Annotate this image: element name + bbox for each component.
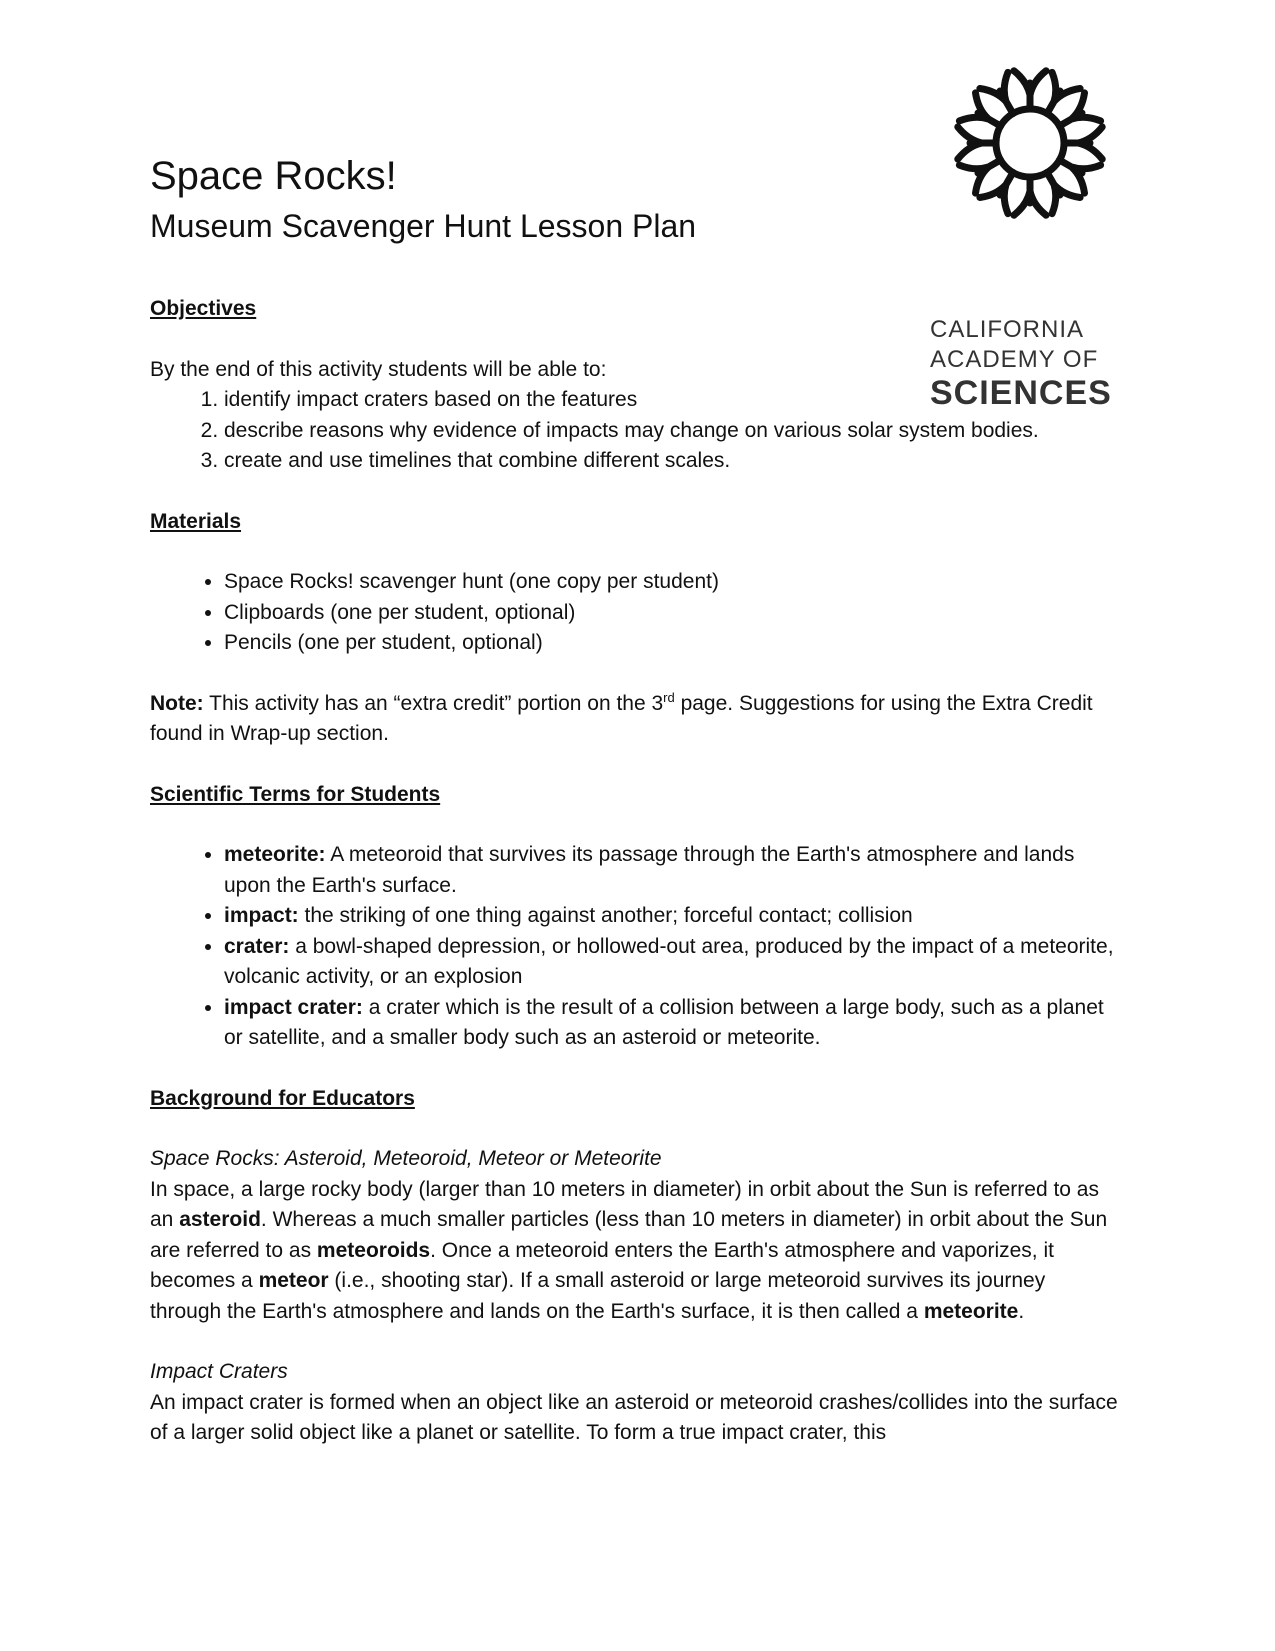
list-item: 3. create and use timelines that combine different scales. — [224, 446, 1120, 477]
document-body — [150, 294, 1120, 1449]
logo-text-line2: ACADEMY OF — [930, 346, 1099, 373]
logo-text-line1: CALIFORNIA — [930, 316, 1085, 343]
list-item: • impact: the striking of one thing against another; forceful contact; collision — [224, 901, 1120, 932]
impact-craters-subheading: Impact Craters — [150, 1360, 288, 1383]
list-item: 1. identify impact craters based on the features — [224, 385, 1120, 416]
note-paragraph: Note: This activity has an “extra credit” portion on the 3rd page. Suggestions for using the Extra Credit found in Wrap-up section. — [150, 689, 1093, 745]
logo-text-line3: SCIENCES — [930, 374, 1112, 412]
term-label: impact: — [224, 904, 299, 927]
terms-list — [150, 840, 1120, 1054]
list-item: • Clipboards (one per student, optional) — [224, 598, 1120, 629]
term-label: impact crater: — [224, 995, 363, 1019]
space-rocks-paragraph: In space, a large rocky body (larger than 10 meters in diameter) in orbit about the Sun is referred to as an asteroid. Whereas a much smaller particles (less than 10 meters in diameter) in orbit about the Sun are referred to as meteoroids. Once a meteoroid enters the Earth's atmosphere and vaporizes, it becomes a meteor (i.e., shooting star). If a small asteroid or large meteoroid survives its journey through the Earth's atmosphere and lands on the Earth's surface, it is then called a meteorite. — [150, 1177, 1108, 1323]
term-label: meteorite: — [224, 843, 326, 866]
list-item: • impact crater: a crater which is the result of a collision between a large body, such as a planet or satellite, and a smaller body such as an asteroid or meteorite. — [224, 993, 1120, 1054]
objectives-intro: By the end of this activity students will be able to: — [150, 357, 607, 381]
list-item: • crater: a bowl-shaped depression, or hollowed-out area, produced by the impact of a meteorite, volcanic activity, or an explosion — [224, 932, 1120, 993]
page-subtitle: Museum Scavenger Hunt Lesson Plan — [150, 208, 697, 244]
sunburst-logo-icon — [945, 58, 1115, 228]
space-rocks-subheading: Space Rocks: Asteroid, Meteoroid, Meteor or Meteorite — [150, 1147, 662, 1170]
list-item: • Pencils (one per student, optional) — [224, 628, 1120, 659]
background-heading: Background for Educators — [150, 1086, 415, 1110]
impact-craters-paragraph: An impact crater is formed when an object like an asteroid or meteoroid crashes/collides into the surface of a larger solid object like a planet or satellite. To form a true impact crater, this — [150, 1390, 1118, 1444]
list-item: • meteorite: A meteoroid that survives its passage through the Earth's atmosphere and lands upon the Earth's surface. — [224, 840, 1120, 901]
list-item: • Space Rocks! scavenger hunt (one copy per student) — [224, 567, 1120, 598]
terms-heading: Scientific Terms for Students — [150, 782, 441, 806]
materials-list — [150, 567, 1120, 659]
objectives-heading: Objectives — [150, 297, 257, 320]
term-label: crater: — [224, 934, 290, 958]
page-title: Space Rocks! — [150, 154, 397, 198]
objectives-list — [150, 385, 1120, 477]
list-item: 2. describe reasons why evidence of impacts may change on various solar system bodies. — [224, 416, 1120, 447]
materials-heading: Materials — [150, 509, 242, 533]
note-label: Note: — [150, 691, 204, 715]
